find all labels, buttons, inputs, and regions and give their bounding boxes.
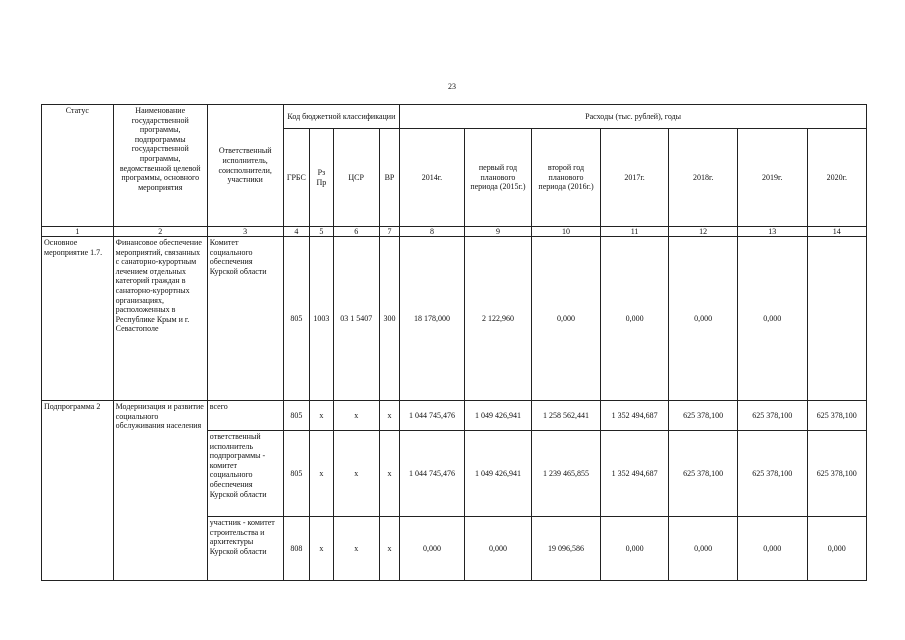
cell-2014: 18 178,000 [400, 237, 464, 401]
header-budget-code: Код бюджетной классификации [283, 105, 400, 129]
cell-vr: 300 [379, 237, 400, 401]
col-index: 2 [113, 227, 207, 237]
cell-rzpr: x [310, 517, 334, 581]
header-responsible: Ответственный исполнитель, соисполнители, участники [207, 105, 283, 227]
cell-2016: 19 096,586 [532, 517, 601, 581]
cell-grbs: 805 [283, 237, 310, 401]
page-number: 23 [448, 82, 456, 91]
cell-2019: 0,000 [737, 237, 807, 401]
cell-2014: 0,000 [400, 517, 464, 581]
header-plan2: второй год планового периода (2016г.) [532, 129, 601, 227]
header-2019: 2019г. [737, 129, 807, 227]
cell-2016: 0,000 [532, 237, 601, 401]
row-status: Подпрограмма 2 [42, 401, 114, 581]
header-rzpr: Рз Пр [310, 129, 334, 227]
cell-2018: 0,000 [669, 517, 738, 581]
col-index: 1 [42, 227, 114, 237]
header-grbs: ГРБС [283, 129, 310, 227]
header-csr: ЦСР [333, 129, 379, 227]
cell-2018: 625 378,100 [669, 431, 738, 517]
cell-2017: 1 352 494,687 [600, 431, 669, 517]
header-2014: 2014г. [400, 129, 464, 227]
cell-rzpr: 1003 [310, 237, 334, 401]
col-index: 10 [532, 227, 601, 237]
header-2017: 2017г. [600, 129, 669, 227]
cell-2017: 0,000 [600, 517, 669, 581]
cell-rzpr: x [310, 401, 334, 431]
header-vr: ВР [379, 129, 400, 227]
cell-2015: 2 122,960 [464, 237, 532, 401]
header-expenses: Расходы (тыс. рублей), годы [400, 105, 867, 129]
cell-csr: 03 1 5407 [333, 237, 379, 401]
col-index: 13 [737, 227, 807, 237]
row-name: Финансовое обеспечение мероприятий, связанных с санаторно-курортным лечением отдельных категорий граждан в санаторно-курортных организациях, расположенных в Республике Крым и г. Севастополе [113, 237, 207, 401]
row-status: Основное мероприятие 1.7. [42, 237, 114, 401]
cell-2014: 1 044 745,476 [400, 431, 464, 517]
cell-2018: 0,000 [669, 237, 738, 401]
budget-table [41, 104, 867, 581]
cell-csr: x [333, 401, 379, 431]
col-index: 8 [400, 227, 464, 237]
cell-grbs: 808 [283, 517, 310, 581]
header-2020: 2020г. [807, 129, 866, 227]
col-index: 12 [669, 227, 738, 237]
cell-2018: 625 378,100 [669, 401, 738, 431]
col-index: 6 [333, 227, 379, 237]
cell-vr: x [379, 401, 400, 431]
cell-2015: 1 049 426,941 [464, 401, 532, 431]
table-row [42, 401, 867, 431]
header-name: Наименование государственной программы, подпрограммы государственной программы, ведомственной целевой программы, основного мероприятия [113, 105, 207, 227]
cell-2020: 625 378,100 [807, 401, 866, 431]
cell-2019: 625 378,100 [737, 401, 807, 431]
cell-vr: x [379, 431, 400, 517]
cell-csr: x [333, 517, 379, 581]
col-index: 3 [207, 227, 283, 237]
row-responsible: ответственный исполнитель подпрограммы - комитет социального обеспечения Курской области [207, 431, 283, 517]
cell-2020 [807, 237, 866, 401]
cell-2020: 0,000 [807, 517, 866, 581]
cell-vr: x [379, 517, 400, 581]
header-2018: 2018г. [669, 129, 738, 227]
col-index: 4 [283, 227, 310, 237]
cell-2019: 625 378,100 [737, 431, 807, 517]
header-row-1 [42, 105, 867, 129]
cell-2016: 1 258 562,441 [532, 401, 601, 431]
cell-2017: 1 352 494,687 [600, 401, 669, 431]
col-index: 5 [310, 227, 334, 237]
header-status: Статус [42, 105, 114, 227]
col-index: 11 [600, 227, 669, 237]
row-responsible: всего [207, 401, 283, 431]
table-row [42, 237, 867, 401]
col-index: 7 [379, 227, 400, 237]
cell-grbs: 805 [283, 401, 310, 431]
cell-2020: 625 378,100 [807, 431, 866, 517]
row-responsible: Комитет социального обеспечения Курской области [207, 237, 283, 401]
col-index: 9 [464, 227, 532, 237]
cell-2014: 1 044 745,476 [400, 401, 464, 431]
header-plan1: первый год планового периода (2015г.) [464, 129, 532, 227]
cell-2019: 0,000 [737, 517, 807, 581]
cell-csr: x [333, 431, 379, 517]
cell-grbs: 805 [283, 431, 310, 517]
cell-2016: 1 239 465,855 [532, 431, 601, 517]
cell-rzpr: x [310, 431, 334, 517]
row-name: Модернизация и развитие социального обслуживания населения [113, 401, 207, 581]
cell-2017: 0,000 [600, 237, 669, 401]
column-index-row [42, 227, 867, 237]
col-index: 14 [807, 227, 866, 237]
row-responsible: участник - комитет строительства и архитектуры Курской области [207, 517, 283, 581]
cell-2015: 1 049 426,941 [464, 431, 532, 517]
cell-2015: 0,000 [464, 517, 532, 581]
